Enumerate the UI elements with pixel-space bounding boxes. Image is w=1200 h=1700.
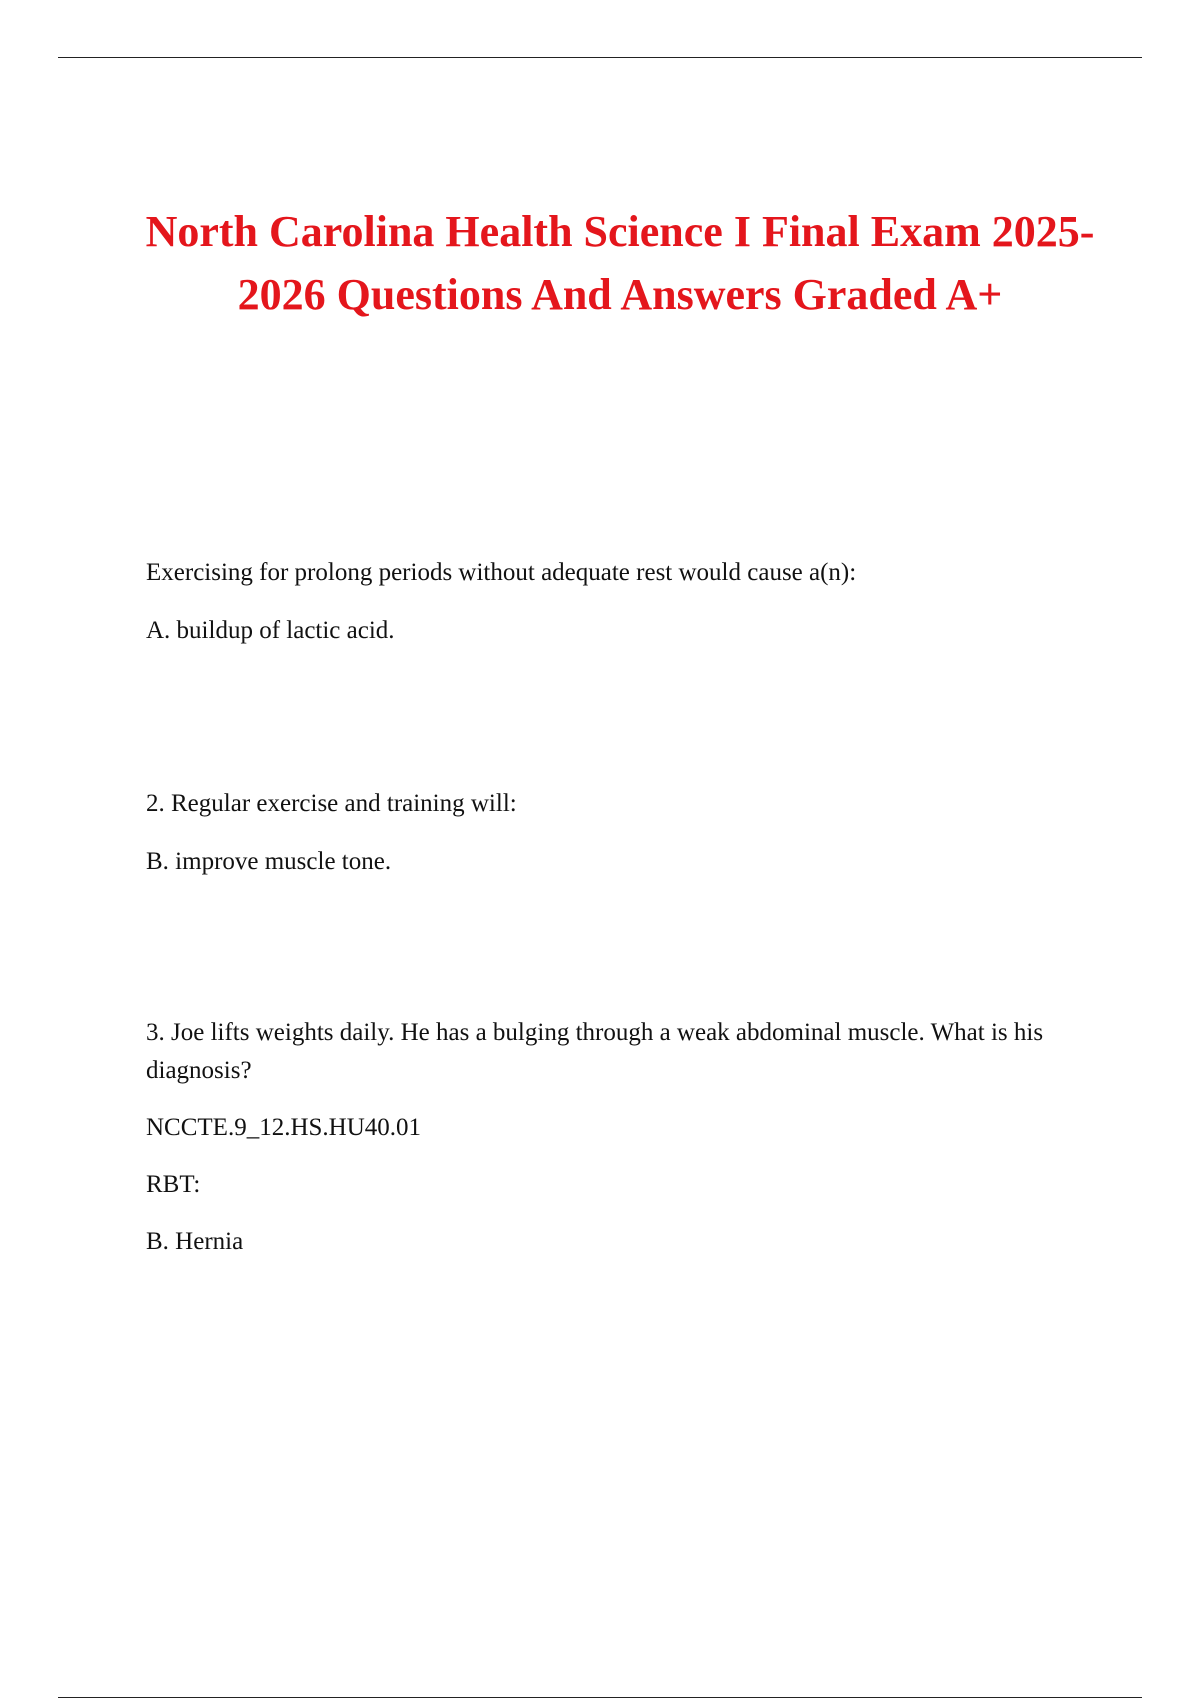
answer-text: B. Hernia [146, 1228, 244, 1255]
question-text: Exercising for prolong periods without adequate rest would cause a(n): [146, 559, 857, 586]
footer-rule [58, 1697, 1142, 1698]
question-block-1 [146, 554, 1076, 650]
standard-code: NCCTE.9_12.HS.HU40.01 [146, 1114, 422, 1141]
rbt-label: RBT: [146, 1171, 201, 1198]
answer-text: B. improve muscle tone. [146, 848, 392, 875]
question-text: 2. Regular exercise and training will: [146, 790, 517, 817]
document-title: North Carolina Health Science I Final Exam 2025-2026 Questions And Answers Graded A+ [145, 207, 1095, 319]
question-block-3 [146, 1014, 1076, 1261]
question-block-2 [146, 785, 1076, 881]
answer-text: A. buildup of lactic acid. [146, 617, 395, 644]
question-text: 3. Joe lifts weights daily. He has a bulging through a weak abdominal muscle. What is his diagnosis? [146, 1019, 1044, 1084]
header-rule [58, 57, 1142, 58]
